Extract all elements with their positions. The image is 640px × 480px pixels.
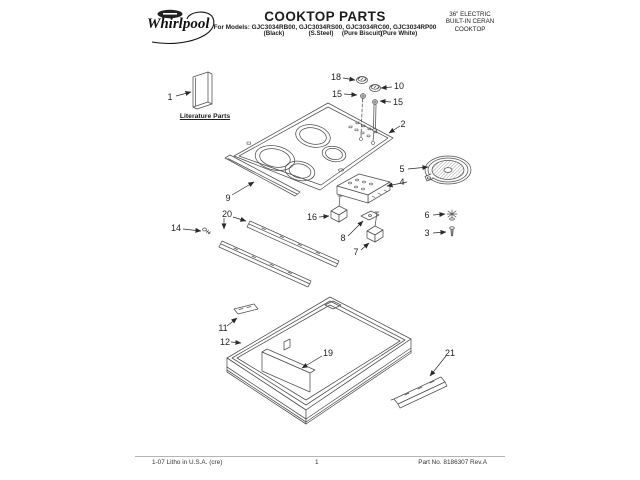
screws <box>447 210 457 236</box>
literature-booklet <box>193 72 212 109</box>
part-callout-6: 6 <box>424 210 430 220</box>
part-callout-21: 21 <box>444 348 456 358</box>
part-callout-16: 16 <box>306 212 318 222</box>
part-callout-9: 9 <box>225 193 231 203</box>
part-callout-2: 2 <box>400 119 406 129</box>
models-line: For Models: GJC3034RB00, GJC3034RS00, GJC3034RC00, GJC3034RP00 <box>213 23 437 31</box>
brand-wordmark: Whirlpool <box>147 16 210 32</box>
mounting-rails <box>203 221 339 287</box>
finish-biscuit: (Pure Biscuit) <box>341 30 383 37</box>
footer-page-number: 1 <box>315 459 319 466</box>
heating-element <box>425 156 471 184</box>
footer-litho: 1-07 Litho in U.S.A. (cre) <box>152 459 223 466</box>
part-callout-15: 15 <box>331 89 343 99</box>
part-callout-3: 3 <box>424 228 430 238</box>
page-title: COOKTOP PARTS <box>264 9 386 24</box>
finish-black: (Black) <box>263 30 285 37</box>
surface-switches <box>331 196 383 242</box>
part-callout-7: 7 <box>353 247 359 257</box>
burner-box <box>227 297 411 424</box>
product-type-line2: BUILT-IN CERAN <box>445 18 495 26</box>
part-callout-4: 4 <box>399 177 405 187</box>
part-callout-15: 15 <box>392 97 404 107</box>
part-callout-11: 11 <box>218 323 228 333</box>
part-callout-10: 10 <box>393 81 405 91</box>
product-type <box>428 11 512 33</box>
finish-ssteel: (S.Steel) <box>308 30 334 37</box>
product-type-line1: 36" ELECTRIC <box>449 11 491 18</box>
literature-parts-label: Literature Parts <box>179 113 231 120</box>
finish-white: (Pure White) <box>380 30 418 37</box>
part-callout-20: 20 <box>221 209 233 219</box>
product-type-line3: COOKTOP <box>454 25 486 33</box>
part-callout-8: 8 <box>340 233 346 243</box>
part-callout-5: 5 <box>399 164 405 174</box>
footer-part-number: Part No. 8186307 Rev.A <box>418 459 487 466</box>
part-callout-12: 12 <box>219 337 231 347</box>
part-callout-14: 14 <box>170 223 182 233</box>
footer-rule <box>135 456 505 457</box>
element-support-box <box>337 174 390 203</box>
part-callout-1: 1 <box>167 92 173 102</box>
part-callout-19: 19 <box>322 348 334 358</box>
part-callout-18: 18 <box>330 72 342 82</box>
side-bracket <box>391 377 447 408</box>
